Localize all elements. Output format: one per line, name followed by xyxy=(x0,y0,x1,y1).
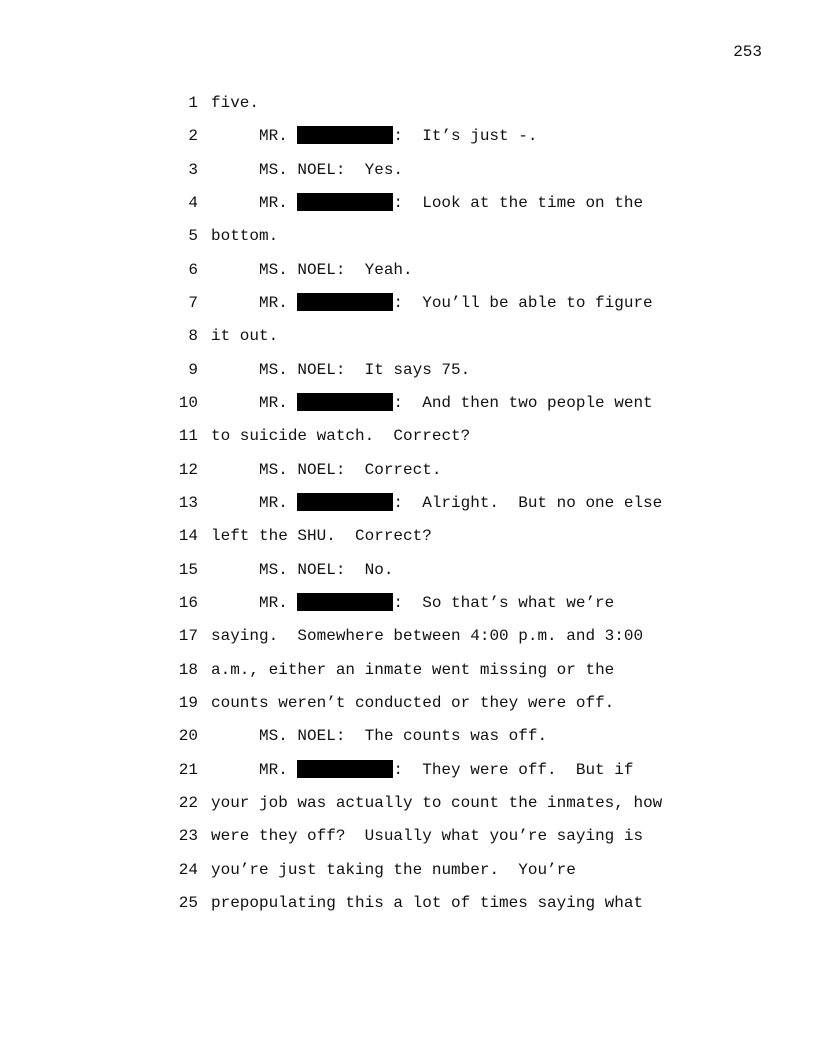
speaker-prefix: MR. xyxy=(259,193,298,212)
line-number: 20 xyxy=(178,727,198,746)
line-text: MS. NOEL: Correct. xyxy=(259,460,442,479)
line-text: you’re just taking the number. You’re xyxy=(211,860,576,879)
speaker-prefix: MR. xyxy=(259,760,298,779)
line-text: counts weren’t conducted or they were off. xyxy=(211,693,615,712)
line-text: bottom. xyxy=(211,227,279,246)
transcript-line xyxy=(0,393,816,426)
line-number: 16 xyxy=(178,593,198,612)
line-number: 17 xyxy=(178,627,198,646)
line-number: 8 xyxy=(188,327,198,346)
line-number: 4 xyxy=(188,193,198,212)
line-text: MS. NOEL: Yes. xyxy=(259,160,404,179)
transcript-line xyxy=(0,893,816,926)
transcript-line xyxy=(0,860,816,893)
speaker-prefix: MR. xyxy=(259,493,298,512)
line-number: 5 xyxy=(188,227,198,246)
speaker-statement: : Alright. But no one else xyxy=(393,493,663,512)
line-text: it out. xyxy=(211,327,279,346)
transcript-line xyxy=(0,726,816,759)
line-number: 15 xyxy=(178,560,198,579)
line-number: 1 xyxy=(188,94,198,112)
line-text: MS. NOEL: Yeah. xyxy=(259,260,413,279)
speaker-prefix: MR. xyxy=(259,393,298,412)
line-number: 7 xyxy=(188,293,198,312)
transcript-line xyxy=(0,126,816,159)
speaker-statement: : Look at the time on the xyxy=(393,193,644,212)
line-number: 18 xyxy=(178,660,198,679)
transcript-line xyxy=(0,793,816,826)
line-text: MS. NOEL: It says 75. xyxy=(259,360,471,379)
transcript-line xyxy=(0,493,816,526)
line-text: your job was actually to count the inmates, how xyxy=(211,793,663,812)
line-number: 2 xyxy=(188,127,198,146)
redacted-name-block xyxy=(297,593,393,611)
line-text: were they off? Usually what you’re saying is xyxy=(211,827,644,846)
speaker-statement: : And then two people went xyxy=(393,393,653,412)
line-number: 3 xyxy=(188,160,198,179)
speaker-statement: : You’ll be able to figure xyxy=(393,293,653,312)
line-text xyxy=(259,593,614,613)
line-number: 6 xyxy=(188,260,198,279)
transcript-line xyxy=(0,693,816,726)
page-number: 253 xyxy=(733,43,762,61)
line-number: 23 xyxy=(178,827,198,846)
line-text xyxy=(259,126,537,146)
redacted-name-block xyxy=(297,760,393,778)
transcript-line xyxy=(0,226,816,259)
line-number: 11 xyxy=(178,427,198,446)
transcript-line xyxy=(0,260,816,293)
speaker-prefix: MR. xyxy=(259,593,298,612)
line-number: 12 xyxy=(178,460,198,479)
line-text xyxy=(259,293,653,313)
line-number: 19 xyxy=(178,693,198,712)
line-text: five. xyxy=(211,94,260,112)
transcript-line xyxy=(0,326,816,359)
line-text: prepopulating this a lot of times saying what xyxy=(211,893,644,912)
speaker-statement: : So that’s what we’re xyxy=(393,593,615,612)
line-number: 24 xyxy=(178,860,198,879)
line-number: 22 xyxy=(178,793,198,812)
transcript-line xyxy=(0,760,816,793)
line-number: 14 xyxy=(178,527,198,546)
redacted-name-block xyxy=(297,293,393,311)
line-text: MS. NOEL: No. xyxy=(259,560,394,579)
transcript-line xyxy=(0,560,816,593)
line-text: a.m., either an inmate went missing or the xyxy=(211,660,615,679)
redacted-name-block xyxy=(297,393,393,411)
transcript-line xyxy=(0,160,816,193)
transcript-line xyxy=(0,293,816,326)
line-text xyxy=(259,393,653,413)
line-text: MS. NOEL: The counts was off. xyxy=(259,727,548,746)
transcript-line xyxy=(0,526,816,559)
transcript-line xyxy=(0,826,816,859)
line-text: saying. Somewhere between 4:00 p.m. and 3:00 xyxy=(211,627,644,646)
speaker-statement: : They were off. But if xyxy=(393,760,634,779)
line-number: 21 xyxy=(178,760,198,779)
redacted-name-block xyxy=(297,126,393,144)
line-number: 10 xyxy=(178,393,198,412)
transcript-line xyxy=(0,460,816,493)
transcript-line xyxy=(0,93,816,126)
redacted-name-block xyxy=(297,493,393,511)
transcript-line xyxy=(0,426,816,459)
speaker-statement: : It’s just -. xyxy=(393,127,538,146)
speaker-prefix: MR. xyxy=(259,293,298,312)
transcript-line xyxy=(0,193,816,226)
line-number: 13 xyxy=(178,493,198,512)
line-text xyxy=(259,493,662,513)
line-text: to suicide watch. Correct? xyxy=(211,427,471,446)
line-number: 25 xyxy=(178,893,198,912)
transcript-line xyxy=(0,626,816,659)
transcript-line xyxy=(0,593,816,626)
speaker-prefix: MR. xyxy=(259,127,298,146)
transcript-body xyxy=(0,93,816,926)
line-number: 9 xyxy=(188,360,198,379)
line-text xyxy=(259,760,633,780)
redacted-name-block xyxy=(297,193,393,211)
line-text: left the SHU. Correct? xyxy=(211,527,432,546)
transcript-line xyxy=(0,360,816,393)
transcript-line xyxy=(0,660,816,693)
line-text xyxy=(259,193,643,213)
